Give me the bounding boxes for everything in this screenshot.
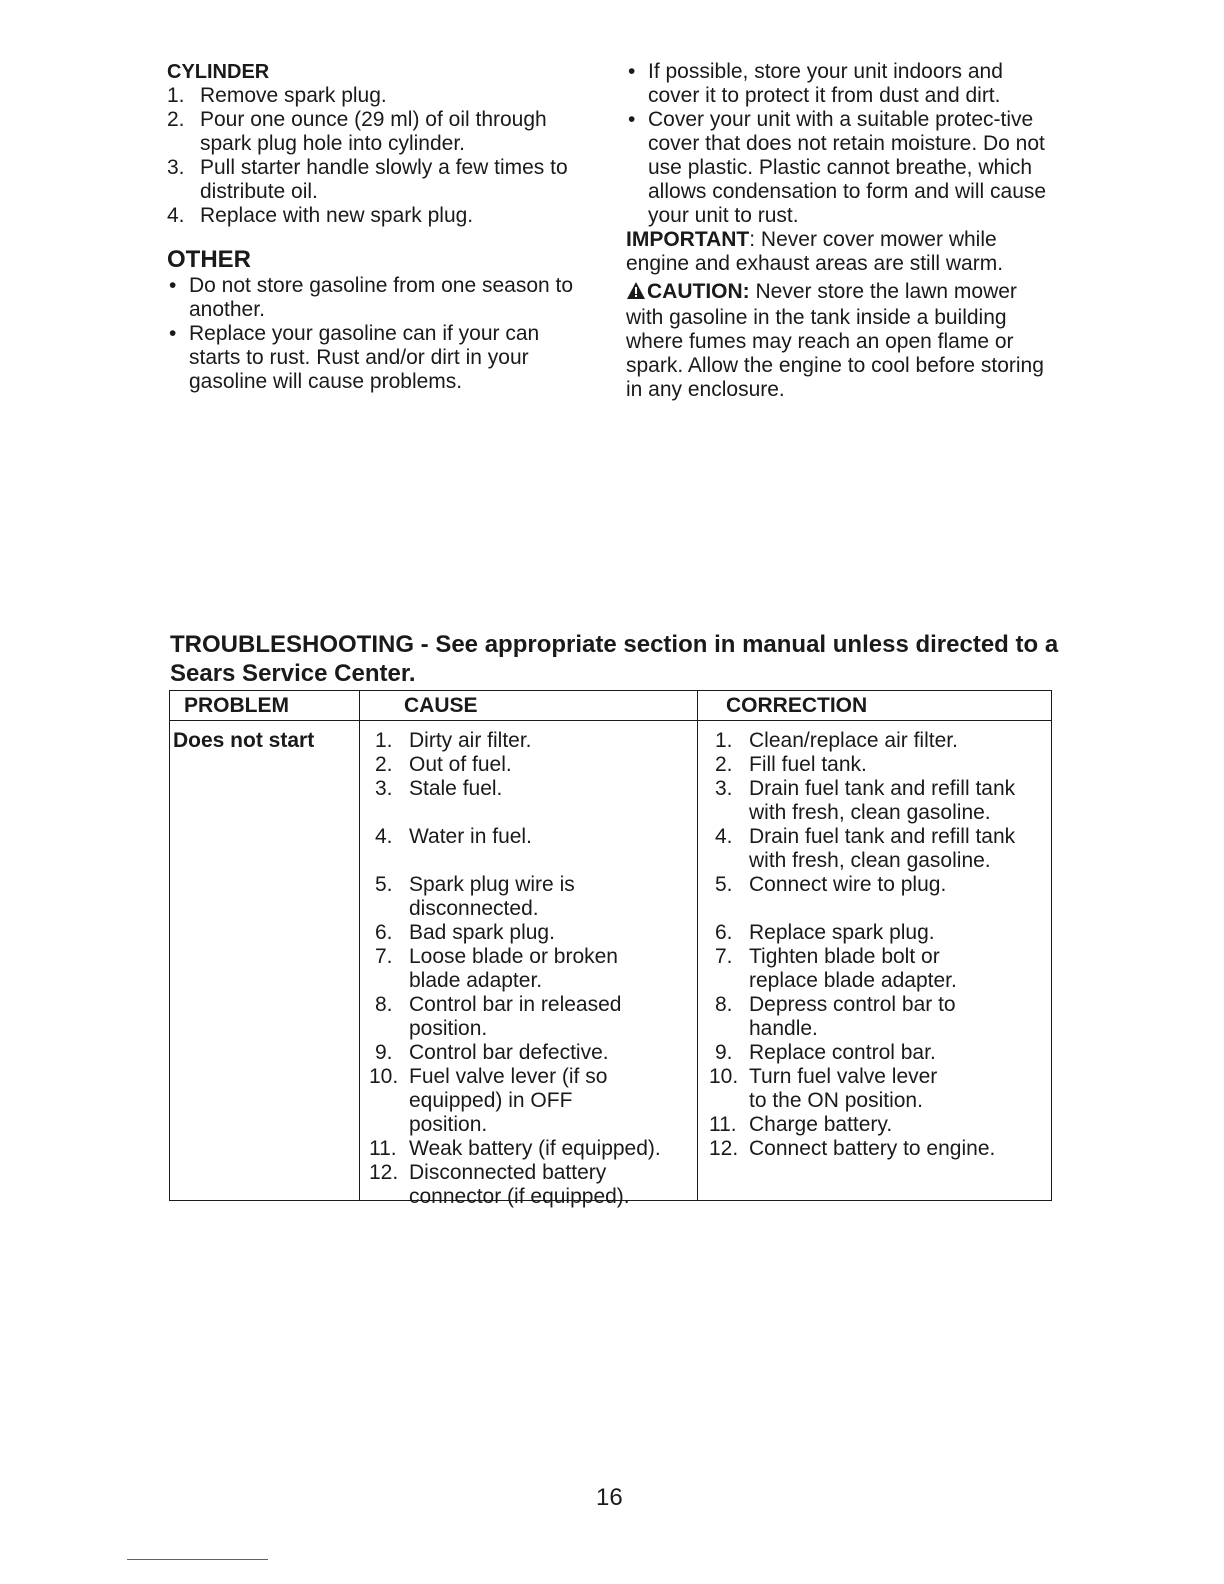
cause-item: 8. Control bar in released position. [375,993,622,1040]
column-header-cause: CAUSE [404,694,478,717]
correction-column [709,729,1045,1161]
correction-item: 7. Tighten blade bolt or replace blade adapter. [715,945,957,992]
list-item: • Cover your unit with a suitable protec-tive cover that does not retain moisture. Do not use plastic. Plastic cannot breathe, which allows condensation to form and will cause your unit to rust. [628,108,1047,227]
cause-item: 4. Water in fuel. [375,825,532,848]
cause-item: 11. Weak battery (if equipped). [369,1137,661,1160]
cause-item: 2. Out of fuel. [375,753,512,776]
column-header-correction: CORRECTION [726,694,868,717]
column-divider [359,691,360,1200]
important-note: IMPORTANT: Never cover mower while engine and exhaust areas are still warm. [626,228,1004,275]
list-item: 2. Pour one ounce (29 ml) of oil through spark plug hole into cylinder. [167,108,547,155]
header-divider [170,720,1051,721]
page-number: 16 [596,1484,623,1511]
correction-item: 3. Drain fuel tank and refill tank with fresh, clean gasoline. [715,777,1016,824]
footer-rule [127,1559,268,1560]
cause-item: 12. Disconnected battery connector (if equipped). [369,1161,630,1208]
column-header-problem: PROBLEM [184,694,289,717]
left-column [167,60,607,394]
cause-item: 1. Dirty air filter. [375,729,532,752]
correction-item: 8. Depress control bar to handle. [715,993,956,1040]
correction-item: 2. Fill fuel tank. [715,753,867,776]
right-column [626,60,1056,402]
other-heading: OTHER [167,246,251,273]
troubleshooting-heading: TROUBLESHOOTING - See appropriate section in manual unless directed to a Sears Service Center. [170,631,1059,687]
list-item: • If possible, store your unit indoors and cover it to protect it from dust and dirt. [628,60,1003,107]
caution-note: CAUTION: Never store the lawn mower with gasoline in the tank inside a building where fumes may reach an open flame or spark. Allow the engine to cool before storing in any enclosure. [626,280,1044,401]
cause-item: 3. Stale fuel. [375,777,503,800]
important-label: IMPORTANT [626,228,750,251]
cylinder-heading: CYLINDER [167,61,270,83]
cause-item: 9. Control bar defective. [375,1041,609,1064]
warning-triangle-icon [626,281,646,306]
list-item: 4. Replace with new spark plug. [167,204,474,227]
list-item: • Replace your gasoline can if your can starts to rust. Rust and/or dirt in your gasoline will cause problems. [169,322,540,393]
cause-column [369,729,690,1209]
problem-cell: Does not start [173,729,315,752]
correction-item: 10. Turn fuel valve lever to the ON position. [709,1065,938,1112]
column-divider [697,691,698,1200]
correction-item: 4. Drain fuel tank and refill tank with fresh, clean gasoline. [715,825,1016,872]
correction-item: 6. Replace spark plug. [715,921,935,944]
list-item: 3. Pull starter handle slowly a few times to distribute oil. [167,156,568,203]
cause-item: 10. Fuel valve lever (if so equipped) in OFF position. [369,1065,608,1136]
cylinder-steps [167,84,607,228]
correction-item: 11. Charge battery. [709,1113,893,1136]
other-bullets [167,274,607,394]
caution-label: CAUTION: [647,280,750,303]
cause-item: 5. Spark plug wire is disconnected. [375,873,575,920]
list-item: • Do not store gasoline from one season to another. [169,274,574,321]
troubleshooting-table [169,690,1052,1208]
correction-item: 1. Clean/replace air filter. [715,729,958,752]
list-item: 1. Remove spark plug. [167,84,387,107]
correction-item: 5. Connect wire to plug. [715,873,947,896]
correction-item: 12. Connect battery to engine. [709,1137,996,1160]
storage-bullets [626,60,1056,228]
cause-item: 6. Bad spark plug. [375,921,555,944]
correction-item: 9. Replace control bar. [715,1041,936,1064]
cause-item: 7. Loose blade or broken blade adapter. [375,945,618,992]
